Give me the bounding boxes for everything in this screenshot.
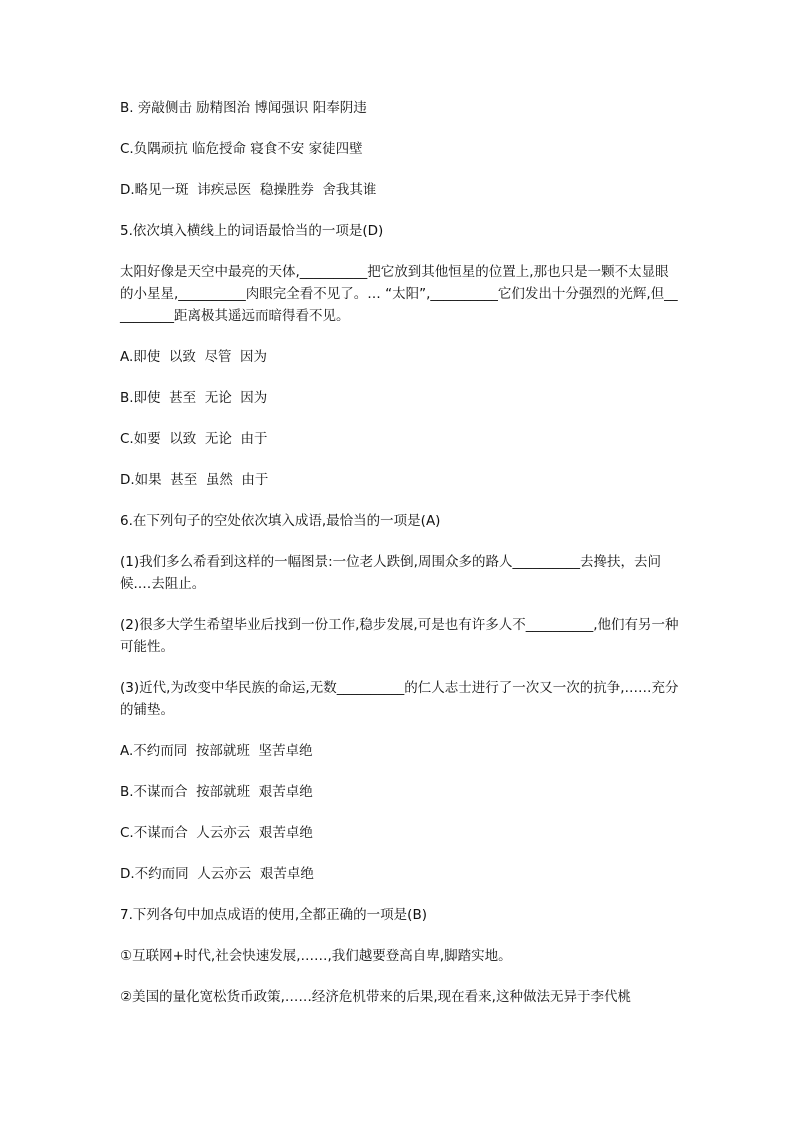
question-6-sentence-3: (3)近代,为改变中华民族的命运,无数__________的仁人志士进行了一次又一次的抗争,……充分的铺垫。 [120, 680, 679, 718]
question-6-option-b: B.不谋而合 按部就班 艰苦卓绝 [120, 784, 313, 800]
option-d-idioms: D.略见一斑 讳疾忌医 稳操胜券 舍我其谁 [120, 182, 377, 198]
question-6-sentence-1: (1)我们多么希看到这样的一幅图景:一位老人跌倒,周围众多的路人__________去搀扶，去问候.…去阻止。 [120, 554, 661, 592]
question-6-sentence-2: (2)很多大学生希望毕业后找到一份工作,稳步发展,可是也有许多人不__________,他们有另一种可能性。 [120, 617, 679, 655]
option-b-idioms: B. 旁敲侧击 励精图治 博闻强识 阳奉阴违 [120, 100, 367, 116]
question-6-option-a: A.不约而同 按部就班 坚苦卓绝 [120, 743, 313, 759]
question-7-sentence-2: ②美国的量化宽松货币政策,……经济危机带来的后果,现在看来,这种做法无异于李代桃 [120, 989, 631, 1005]
question-7-stem: 7.下列各句中加点成语的使用,全都正确的一项是(B) [120, 907, 427, 923]
question-7-sentence-1: ①互联网+时代,社会快速发展,……,我们越要登高自卑,脚踏实地。 [120, 948, 512, 964]
document-body [120, 97, 680, 1008]
question-6-stem: 6.在下列句子的空处依次填入成语,最恰当的一项是(A) [120, 513, 441, 529]
question-6-option-c: C.不谋而合 人云亦云 艰苦卓绝 [120, 825, 313, 841]
question-5-option-b: B.即使 甚至 无论 因为 [120, 390, 268, 406]
question-5-option-d: D.如果 甚至 虽然 由于 [120, 472, 269, 488]
question-5-stem: 5.依次填入横线上的词语最恰当的一项是(D) [120, 223, 384, 239]
question-5-option-a: A.即使 以致 尽管 因为 [120, 349, 268, 365]
question-6-option-d: D.不约而同 人云亦云 艰苦卓绝 [120, 866, 314, 882]
option-c-idioms: C.负隅顽抗 临危授命 寝食不安 家徒四壁 [120, 141, 363, 157]
question-5-option-c: C.如要 以致 无论 由于 [120, 431, 268, 447]
question-5-passage: 太阳好像是天空中最亮的天体,__________把它放到其他恒星的位置上,那也只是一颗不太显眼的小星星,__________肉眼完全看不见了。… “太阳”,__________它们发出十分强烈的光辉,但__________距离极其遥远而暗得看不见。 [120, 264, 678, 324]
